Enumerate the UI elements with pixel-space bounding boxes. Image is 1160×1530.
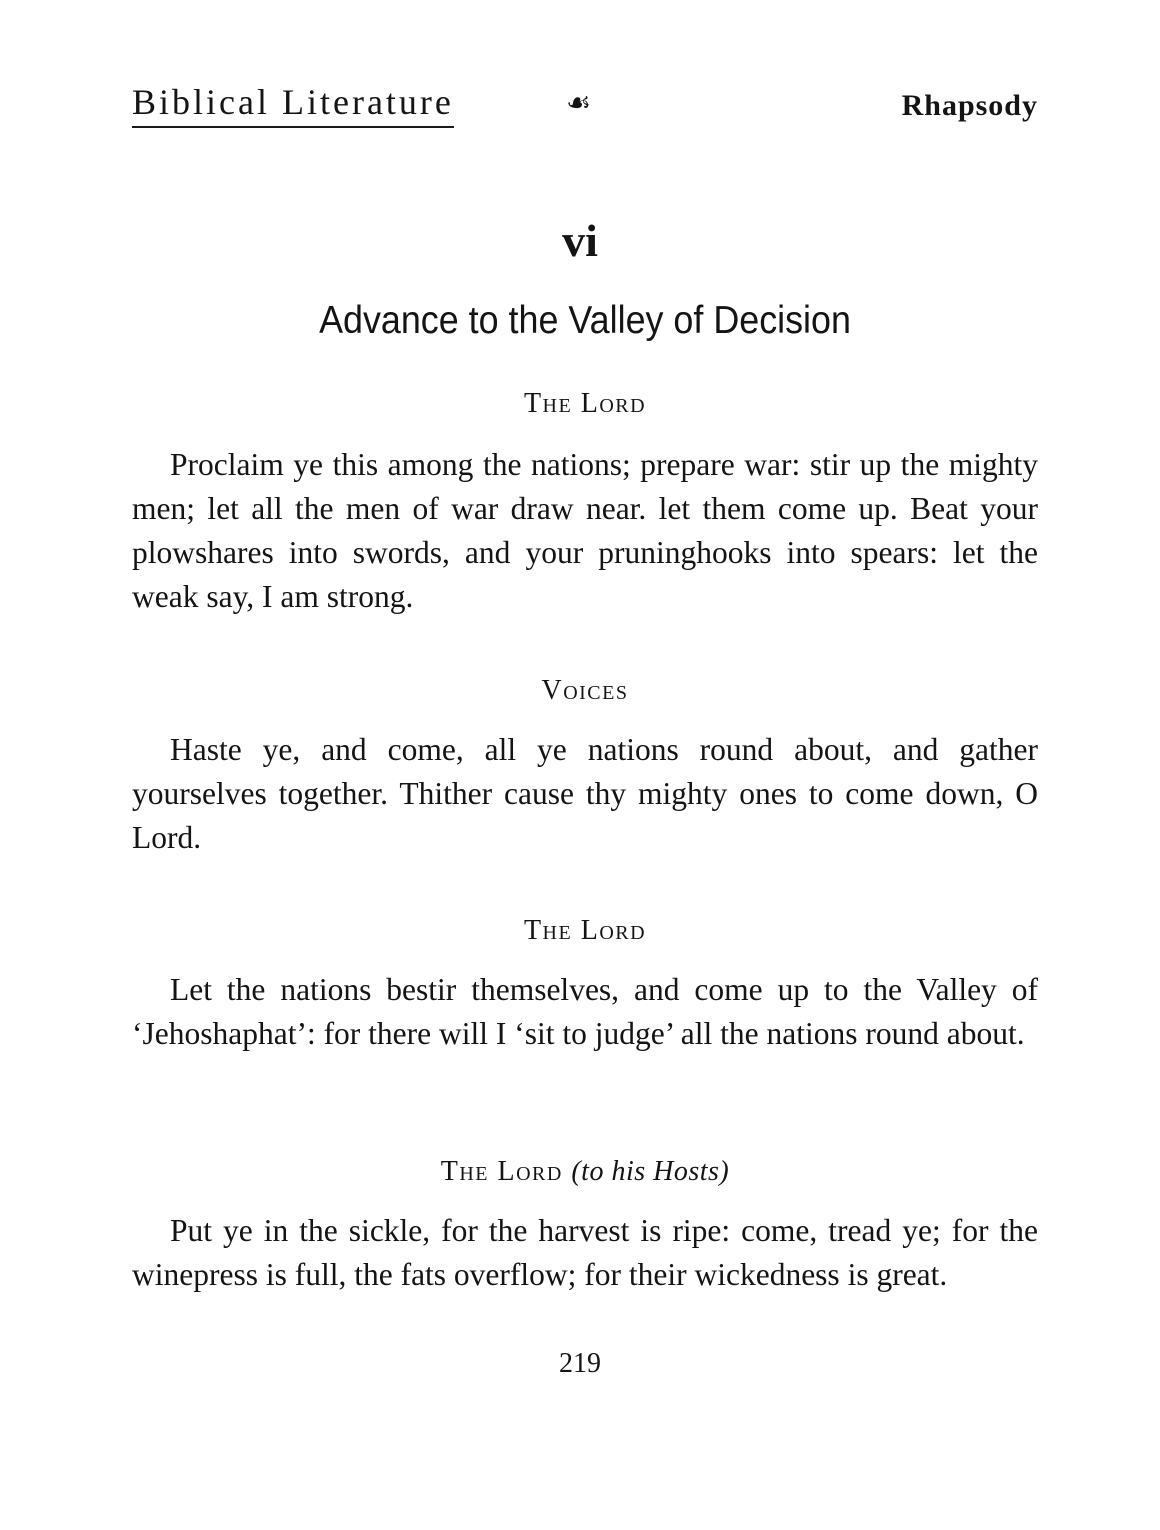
speaker-heading: The Lord [523,388,647,419]
section-number: vi [562,215,598,266]
running-head-section: Rhapsody [901,89,1038,122]
speech-paragraph: Proclaim ye this among the nations; prepare war: stir up the mighty men; let all the men of war draw near. let them come up. Beat your plowshares into swords, and your pruninghooks into spears: let the weak say, I am strong. [132,447,1038,614]
chapter-title: Advance to the Valley of Decision [319,299,851,342]
speaker-heading: Voices [541,675,629,706]
running-head [132,80,1038,140]
speaker-name: The Lord [440,1156,563,1187]
speech-paragraph: Put ye in the sickle, for the harvest is ripe: come, tread ye; for the winepress is full, the fats overflow; for their wickedness is great. [132,1213,1038,1292]
speaker-heading [132,1154,1038,1190]
speech-paragraph: Haste ye, and come, all ye nations round about, and gather yourselves together. Thither cause thy mighty ones to come down, O Lord. [132,732,1038,855]
speaker-aside: (to his Hosts) [571,1156,730,1187]
page-number: 219 [559,1348,601,1379]
ornament-icon: ☙ [566,88,592,119]
running-head-title: Biblical Literature [132,80,454,128]
speaker-heading: The Lord [523,915,647,946]
speech-paragraph: Let the nations bestir themselves, and come up to the Valley of ‘Jehoshaphat’: for there will I ‘sit to judge’ all the nations round about. [132,972,1038,1051]
